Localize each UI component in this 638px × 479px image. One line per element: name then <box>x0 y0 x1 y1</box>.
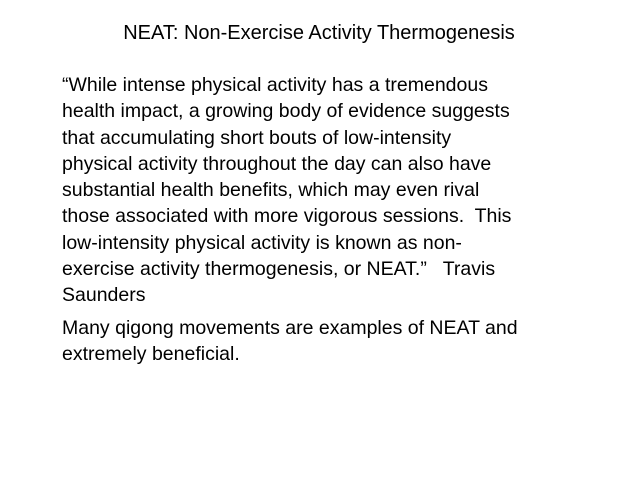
quote-line: Saunders <box>62 284 146 307</box>
note-line: Many qigong movements are examples of NEAT and <box>62 316 518 339</box>
quote-line: that accumulating short bouts of low-intensity <box>62 126 452 149</box>
quote-line: “While intense physical activity has a tremendous <box>62 74 488 96</box>
quote-paragraph <box>62 72 592 309</box>
note-line: extremely beneficial. <box>62 342 240 365</box>
quote-line: exercise activity thermogenesis, or NEAT.” Travis <box>62 258 496 281</box>
quote-line: those associated with more vigorous sessions. This <box>62 205 512 228</box>
slide-title: NEAT: Non-Exercise Activity Thermogenesis <box>123 22 515 44</box>
quote-line: substantial health benefits, which may even rival <box>62 179 480 202</box>
quote-line: health impact, a growing body of evidence suggests <box>62 100 510 123</box>
quote-line: physical activity throughout the day can also have <box>62 152 492 175</box>
note-paragraph <box>62 315 592 368</box>
slide-body <box>62 72 592 367</box>
quote-line: low-intensity physical activity is known as non- <box>62 231 462 254</box>
